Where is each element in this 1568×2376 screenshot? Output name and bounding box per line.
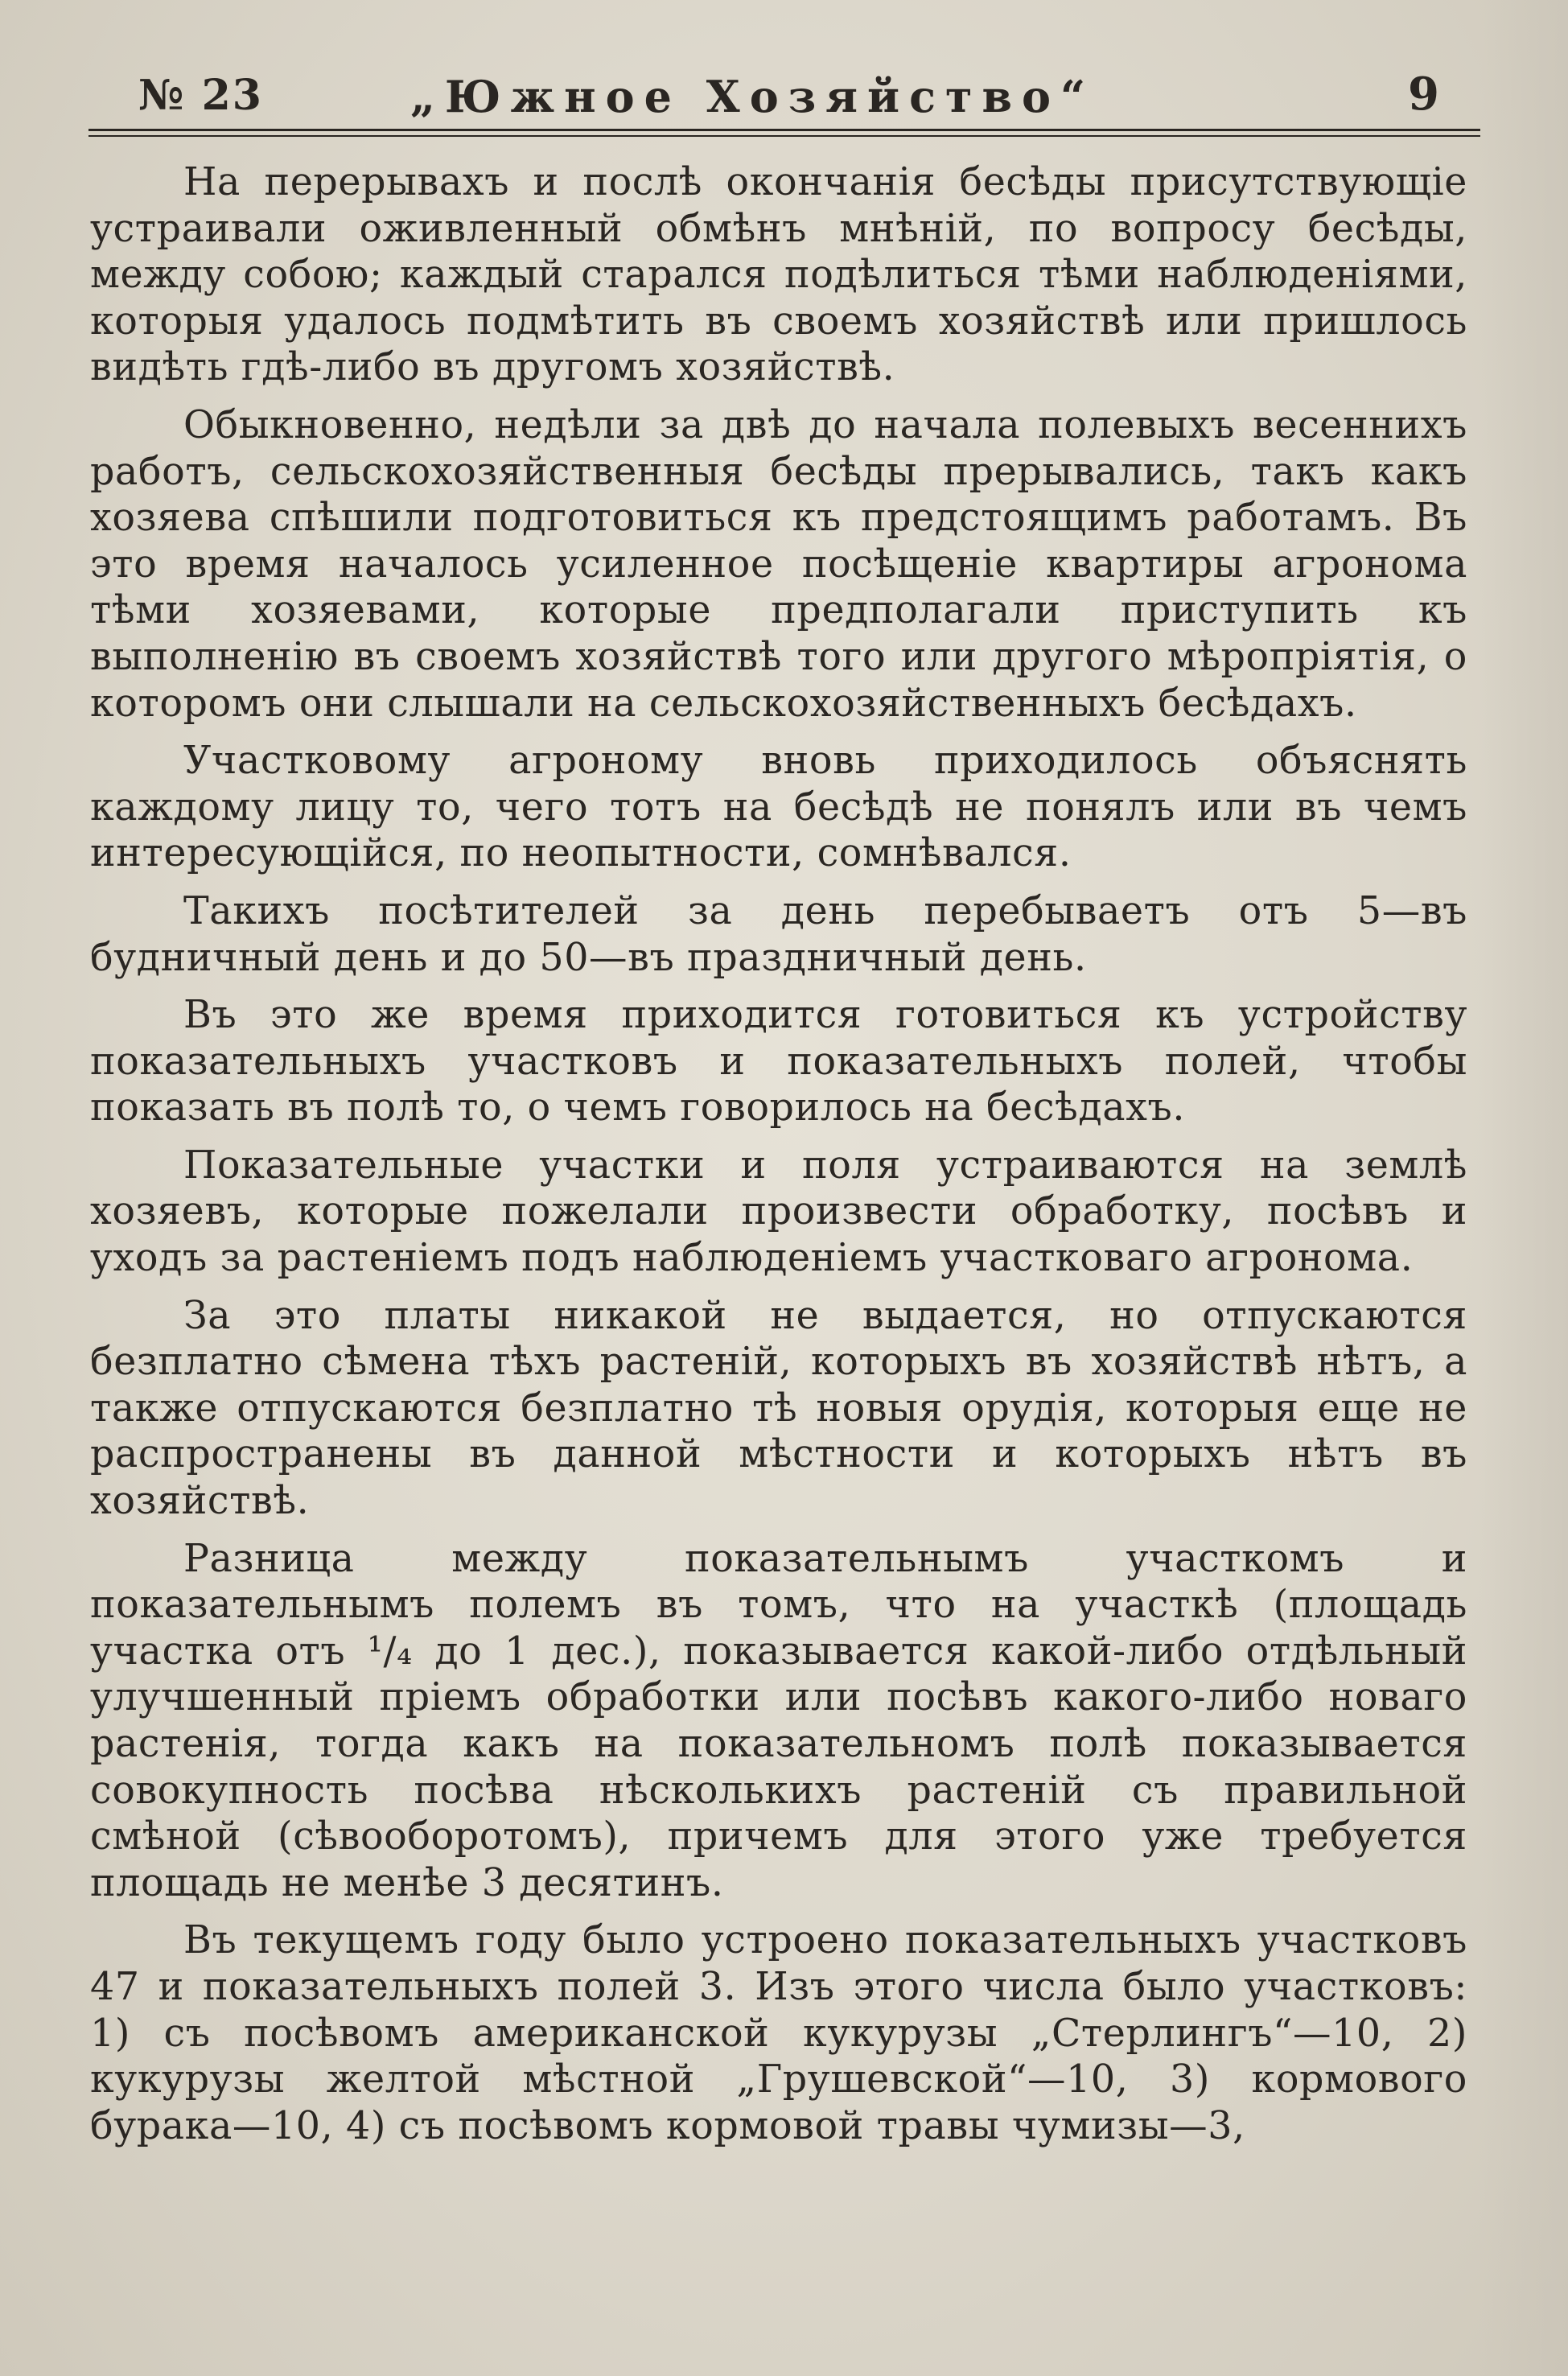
- page-number: 9: [1408, 68, 1439, 121]
- paragraph: Участковому агроному вновь приходилось объяснять каждому лицу то, чего тотъ на бесѣдѣ не понялъ или въ чемъ интересующійся, по неопытности, сомнѣвался.: [90, 739, 1467, 876]
- paragraph: Обыкновенно, недѣли за двѣ до начала полевыхъ весеннихъ работъ, сельскохозяйственныя бесѣды прерывались, такъ какъ хозяева спѣшили подготовиться къ предстоящимъ работамъ. Въ это время началось усиленное посѣщеніе квартиры агронома тѣми хозяевами, которые предполагали приступить къ выполненію въ своемъ хозяйствѣ того или другого мѣропріятія, о которомъ они слышали на сельскохозяйственныхъ бесѣдахъ.: [90, 402, 1467, 726]
- header-rule-top: [88, 129, 1480, 131]
- paragraph: За это платы никакой не выдается, но отпускаются безплатно сѣмена тѣхъ растеній, которыхъ въ хозяйствѣ нѣтъ, а также отпускаются безплатно тѣ новыя орудія, которыя еще не распространены въ данной мѣстности и которыхъ нѣтъ въ хозяйствѣ.: [90, 1293, 1467, 1524]
- running-header: [88, 68, 1480, 127]
- paragraph: Въ текущемъ году было устроено показательныхъ участковъ 47 и показательныхъ полей 3. Изъ этого числа было участковъ: 1) съ посѣвомъ американской кукурузы „Стерлингъ“—10, 2) кукурузы желтой мѣстной „Грушевской“—10, 3) кормового бурака—10, 4) съ посѣвомъ кормовой травы чумизы—3,: [90, 1918, 1467, 2148]
- header-rule-bottom: [88, 135, 1480, 137]
- paragraph: Показательные участки и поля устраиваются на землѣ хозяевъ, которые пожелали произвести обработку, посѣвъ и уходъ за растеніемъ подъ наблюденіемъ участковаго агронома.: [90, 1143, 1467, 1281]
- journal-title: „Южное Хозяйство“: [410, 71, 1096, 122]
- paragraph: На перерывахъ и послѣ окончанія бесѣды присутствующіе устраивали оживленный обмѣнъ мнѣній, по вопросу бесѣды, между собою; каждый старался подѣлиться тѣми наблюденіями, которыя удалось подмѣтить въ своемъ хозяйствѣ или пришлось видѣть гдѣ-либо въ другомъ хозяйствѣ.: [90, 160, 1467, 390]
- article-body: [90, 159, 1467, 2160]
- page-edge-shadow: [1480, 0, 1568, 2376]
- issue-number: № 23: [138, 71, 263, 120]
- paragraph: Разница между показательнымъ участкомъ и показательнымъ полемъ въ томъ, что на участкѣ (площадь участка отъ ¹/₄ до 1 дес.), показывается какой-либо отдѣльный улучшенный пріемъ обработки или посѣвъ какого-либо новаго растенія, тогда какъ на показательномъ полѣ показывается совокупность посѣва нѣсколькихъ растеній съ правильной смѣной (сѣвооборотомъ), причемъ для этого уже требуется площадь не менѣе 3 десятинъ.: [90, 1536, 1467, 1905]
- paragraph: Такихъ посѣтителей за день перебываетъ отъ 5—въ будничный день и до 50—въ праздничный день.: [90, 888, 1467, 980]
- paragraph: Въ это же время приходится готовиться къ устройству показательныхъ участковъ и показательныхъ полей, чтобы показать въ полѣ то, о чемъ говорилось на бесѣдахъ.: [90, 993, 1467, 1130]
